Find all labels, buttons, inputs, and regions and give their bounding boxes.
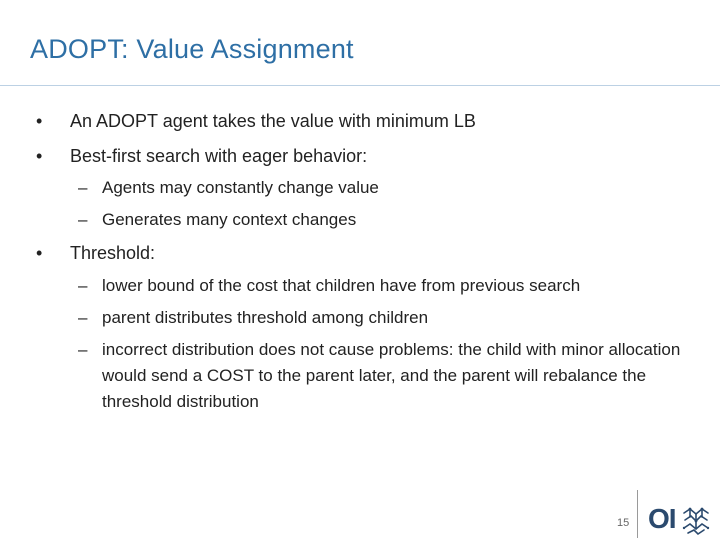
logo-icon bbox=[680, 505, 712, 537]
sub-bullet-text: lower bound of the cost that children have from previous search bbox=[102, 276, 581, 295]
bullet-marker: • bbox=[36, 146, 43, 166]
dash-marker: – bbox=[78, 210, 88, 229]
page-number: 15 bbox=[617, 517, 630, 529]
bullet-text: An ADOPT agent takes the value with minimum LB bbox=[70, 111, 476, 131]
slide-title: ADOPT: Value Assignment bbox=[30, 34, 354, 64]
bullet-marker: • bbox=[36, 111, 43, 131]
bullet-marker: • bbox=[36, 243, 43, 263]
dash-marker: – bbox=[78, 178, 88, 197]
footer-divider bbox=[637, 490, 638, 538]
dash-marker: – bbox=[78, 308, 88, 327]
logo-text: OI bbox=[648, 503, 676, 534]
bullet-text: Threshold: bbox=[70, 243, 156, 263]
sub-bullet-text: Agents may constantly change value bbox=[102, 178, 379, 197]
sub-bullet-text: Generates many context changes bbox=[102, 210, 357, 229]
sub-bullet-text: incorrect distribution does not cause problems: the child with minor allocation would send a COST to the parent later, and the parent will rebalance the threshold distribution bbox=[102, 340, 681, 411]
bullet-text: Best-first search with eager behavior: bbox=[70, 146, 368, 166]
dash-marker: – bbox=[78, 276, 88, 295]
title-divider bbox=[0, 85, 720, 86]
sub-bullet-text: parent distributes threshold among children bbox=[102, 308, 429, 327]
dash-marker: – bbox=[78, 340, 88, 359]
